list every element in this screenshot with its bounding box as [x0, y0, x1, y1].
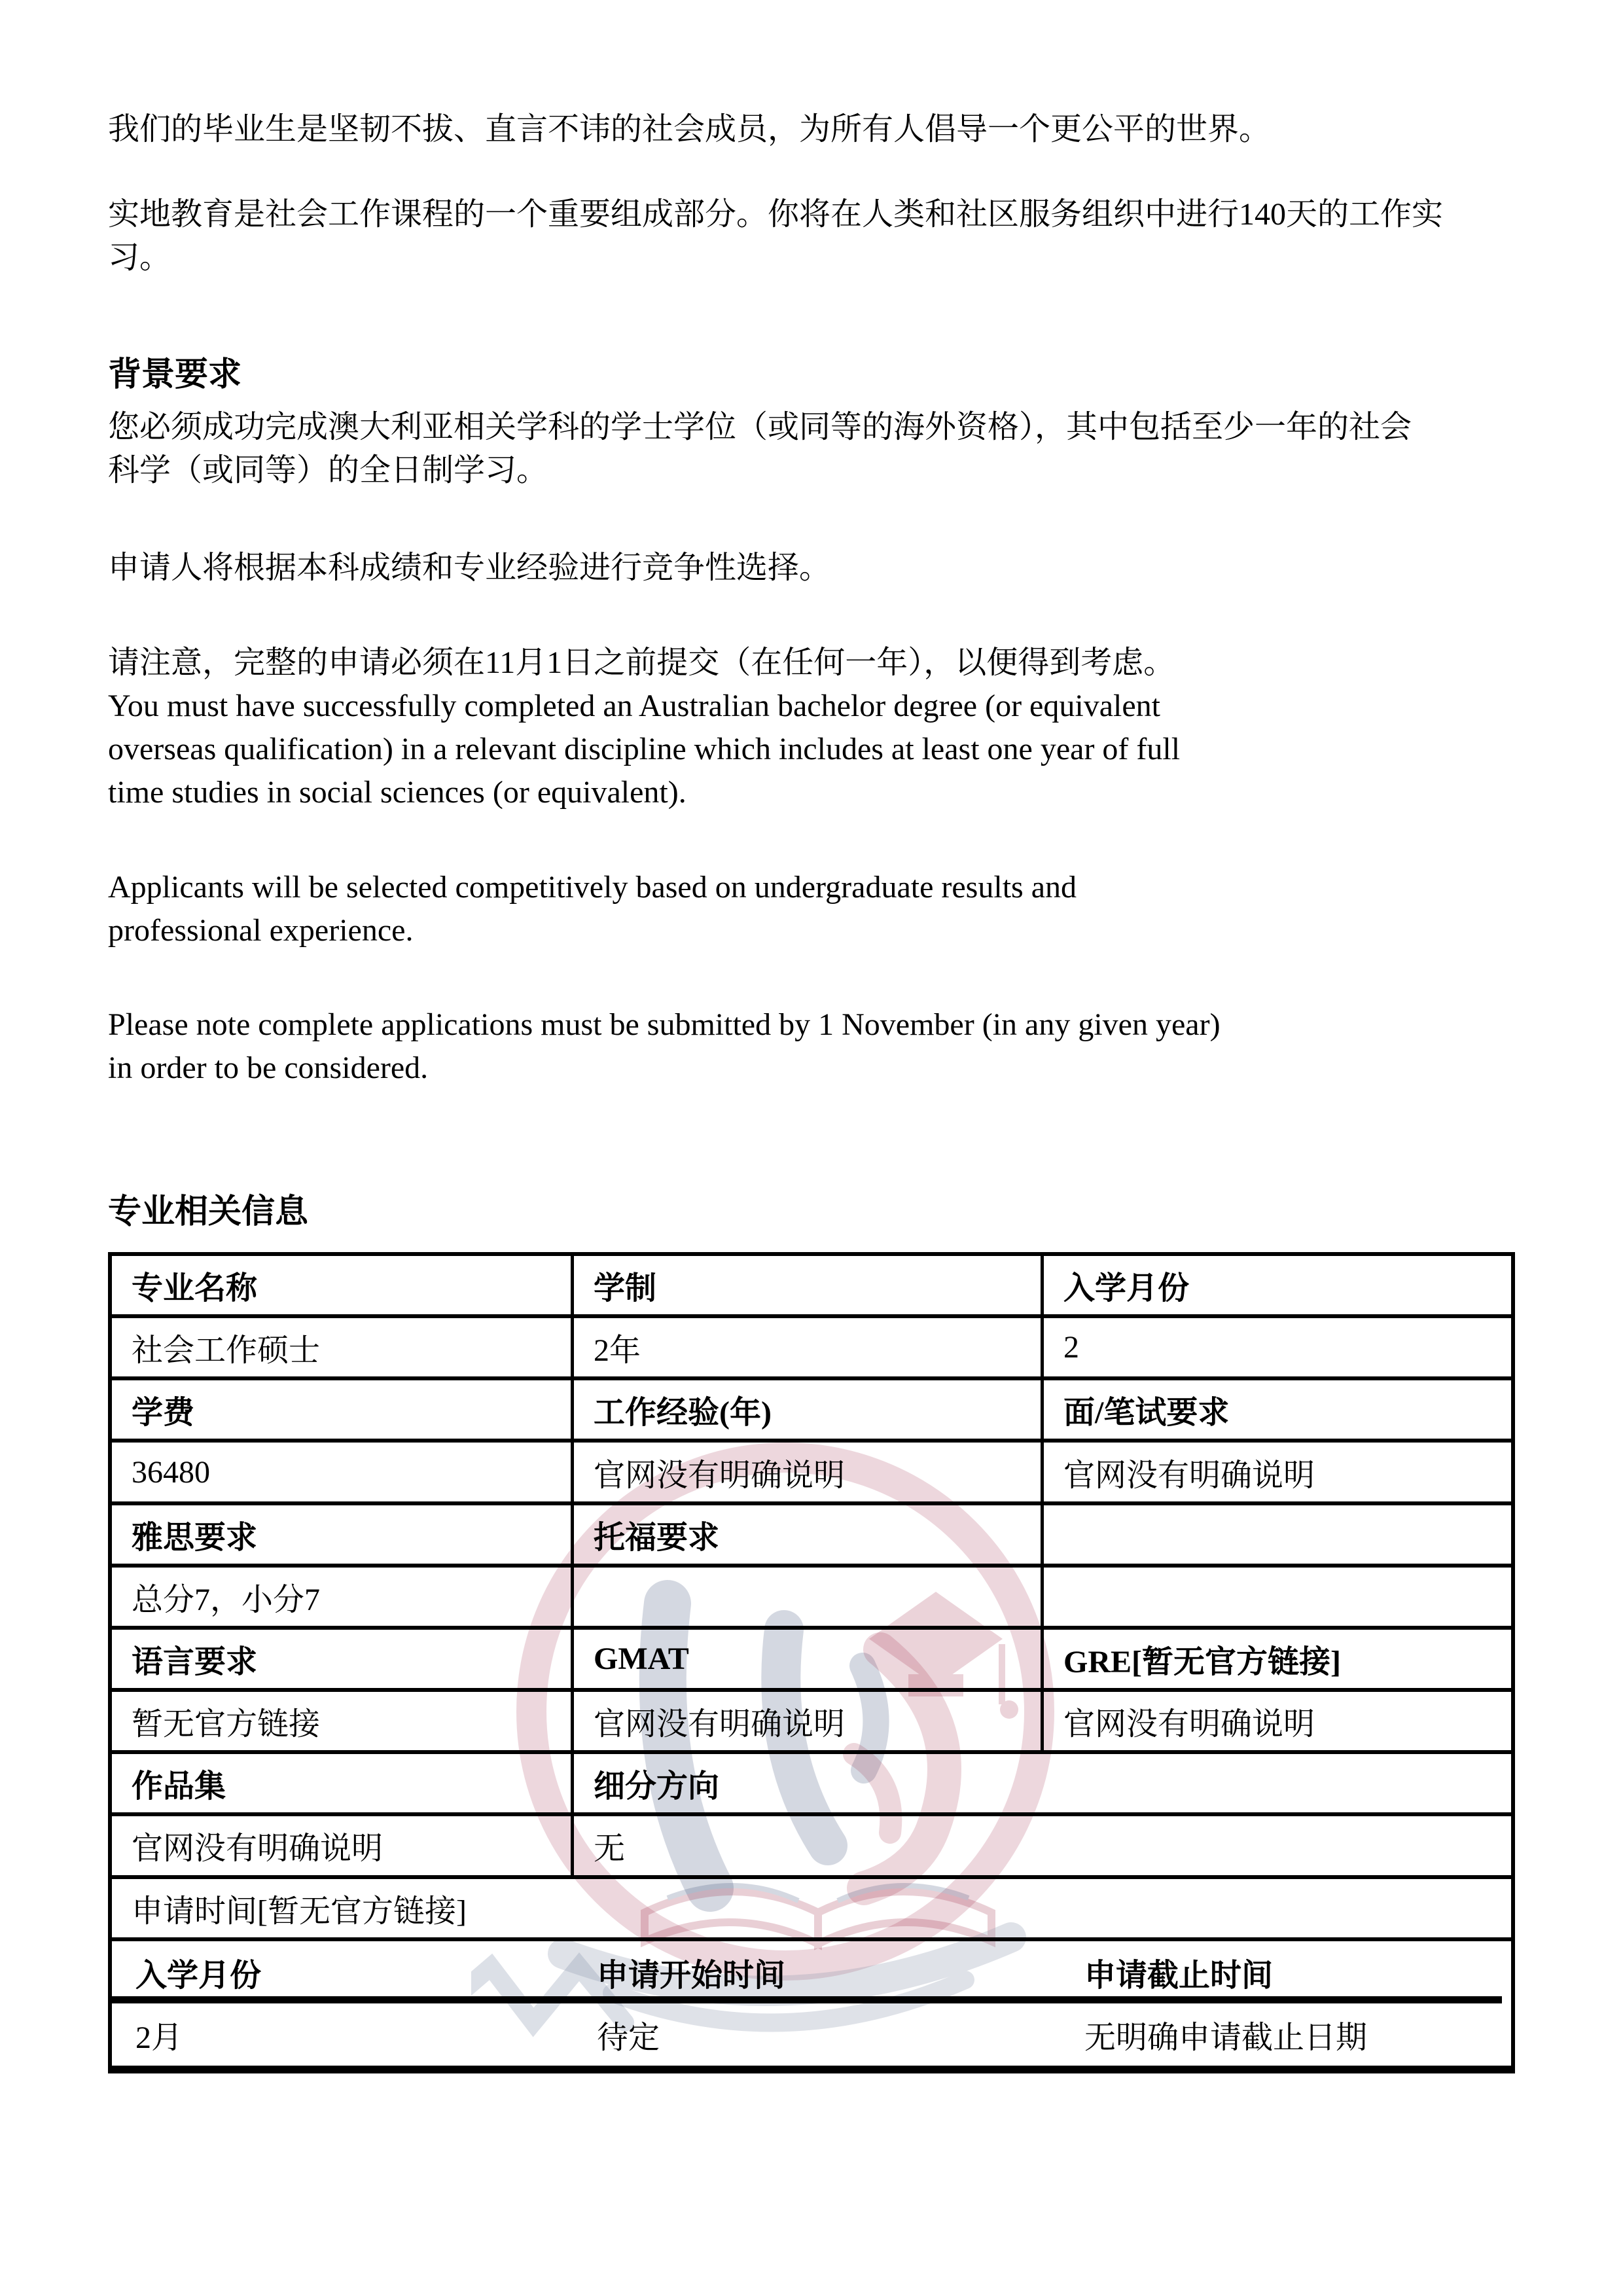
header-cell-program-name: 专业名称 — [112, 1256, 574, 1314]
text-line: 我们的毕业生是坚韧不拔、直言不讳的社会成员，为所有人倡导一个更公平的世界。 — [108, 112, 1271, 147]
background-paragraph-2 — [108, 547, 830, 590]
text-line: professional experience. — [108, 913, 414, 948]
table-row — [112, 1568, 1511, 1630]
header-cell-portfolio: 作品集 — [112, 1754, 574, 1812]
text-line: Applicants will be selected competitively based on undergraduate results and — [108, 870, 1077, 905]
cell-language: 暂无官方链接 — [112, 1692, 574, 1750]
text-line: Please note complete applications must be submitted by 1 November (in any given year) — [108, 1007, 1221, 1042]
header-cell-intake-month: 入学月份 — [1063, 1271, 1190, 1306]
cell-work-experience: 官网没有明确说明 — [574, 1443, 1044, 1501]
cell-application-deadline: 无明确申请截止日期 — [1084, 2020, 1368, 2055]
table-row — [112, 1630, 1511, 1692]
table-row — [112, 2003, 1511, 2066]
text-line: 申请人将根据本科成绩和专业经验进行竞争性选择。 — [108, 550, 831, 585]
cell-duration: 2年 — [574, 1318, 1044, 1376]
text-line: time studies in social sciences (or equivalent). — [108, 775, 687, 810]
cell-intake-month-2: 2月 — [135, 2020, 183, 2055]
table-row — [112, 1816, 1511, 1878]
header-cell-tuition: 学费 — [112, 1380, 574, 1439]
header-cell-language: 语言要求 — [112, 1630, 574, 1688]
table-row — [112, 1380, 1511, 1443]
table-row — [112, 1941, 1511, 2003]
cell-empty — [1044, 1568, 1511, 1626]
cell-application-open: 待定 — [597, 2020, 660, 2055]
text-line: 科学（或同等）的全日制学习。 — [108, 453, 548, 488]
background-paragraph-4 — [108, 866, 1077, 952]
header-cell-empty — [1044, 1505, 1511, 1564]
text-line: 习。 — [108, 240, 171, 275]
header-cell-gmat: GMAT — [574, 1630, 1044, 1688]
text-line: overseas qualification) in a relevant discipline which includes at least one year of full — [108, 732, 1181, 766]
table-row — [112, 1754, 1511, 1816]
table-row — [112, 1443, 1511, 1505]
table-row — [112, 1505, 1511, 1568]
text-line: 实地教育是社会工作课程的一个重要组成部分。你将在人类和社区服务组织中进行140天的工作实 — [108, 197, 1444, 232]
cell-tuition: 36480 — [112, 1443, 574, 1501]
section-heading-program-info: 专业相关信息 — [108, 1194, 309, 1230]
background-paragraph-1 — [108, 406, 1412, 492]
table-row — [112, 1256, 1511, 1318]
program-info-table — [108, 1252, 1515, 2073]
section-heading-background: 背景要求 — [108, 357, 242, 393]
cell-specialization: 无 — [594, 1831, 626, 1867]
background-paragraph-5 — [108, 1003, 1221, 1090]
cell-interview-exam: 官网没有明确说明 — [1063, 1458, 1315, 1493]
header-cell-work-experience: 工作经验(年) — [574, 1380, 1044, 1439]
header-cell-application-deadline: 申请截止时间 — [1084, 1958, 1274, 1993]
text-line: in order to be considered. — [108, 1050, 429, 1085]
text-line: 请注意，完整的申请必须在11月1日之前提交（在任何一年），以便得到考虑。 — [108, 645, 1175, 680]
cell-portfolio: 官网没有明确说明 — [112, 1816, 574, 1874]
cell-gre: 官网没有明确说明 — [1063, 1707, 1315, 1742]
cell-ielts: 总分7，小分7 — [112, 1568, 574, 1626]
header-cell-duration: 学制 — [574, 1256, 1044, 1314]
header-cell-intake-month-2: 入学月份 — [135, 1958, 262, 1993]
cell-toefl — [574, 1568, 1044, 1626]
cell-application-time: 申请时间[暂无官方链接] — [132, 1893, 467, 1929]
header-cell-ielts: 雅思要求 — [112, 1505, 574, 1564]
header-cell-toefl: 托福要求 — [574, 1505, 1044, 1564]
table-row — [112, 1318, 1511, 1380]
cell-gmat: 官网没有明确说明 — [574, 1692, 1044, 1750]
cell-program-name: 社会工作硕士 — [112, 1318, 574, 1376]
cell-intake-month: 2 — [1063, 1330, 1079, 1365]
intro-paragraph-2 — [108, 193, 1443, 279]
text-line: 您必须成功完成澳大利亚相关学科的学士学位（或同等的海外资格），其中包括至少一年的社会 — [108, 410, 1412, 444]
header-cell-interview-exam: 面/笔试要求 — [1063, 1395, 1230, 1431]
intro-paragraph-1 — [108, 108, 1270, 151]
background-paragraph-3 — [108, 641, 1180, 814]
header-cell-gre: GRE[暂无官方链接] — [1063, 1644, 1341, 1679]
table-row — [112, 1879, 1511, 1941]
table-row — [112, 1692, 1511, 1754]
header-cell-specialization: 细分方向 — [594, 1769, 720, 1804]
text-line: You must have successfully completed an Australian bachelor degree (or equivalent — [108, 689, 1160, 723]
header-cell-application-open: 申请开始时间 — [597, 1958, 786, 1993]
